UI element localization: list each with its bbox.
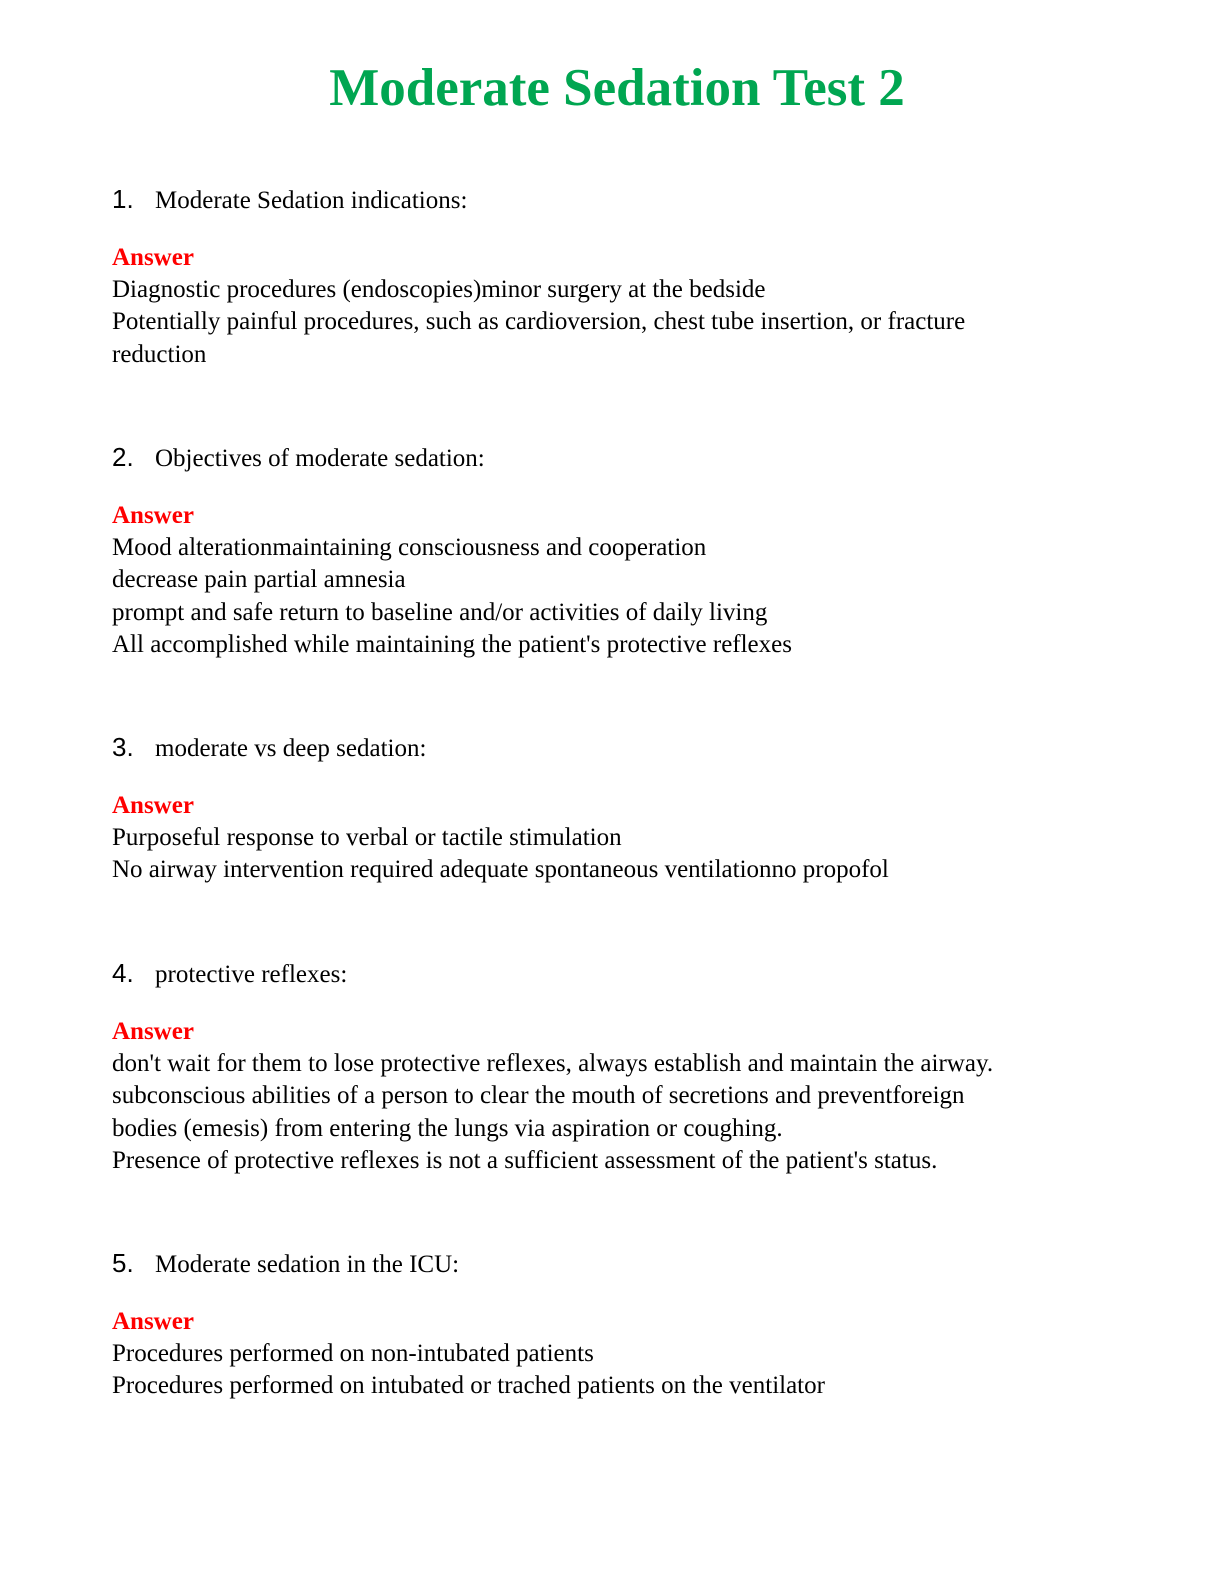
answer-line: Mood alterationmaintaining consciousness and cooperation: [112, 534, 707, 561]
answer-line: don't wait for them to lose protective reflexes, always establish and maintain the airway.: [112, 1050, 994, 1077]
answer-line: Potentially painful procedures, such as cardioversion, chest tube insertion, or fracture: [112, 308, 966, 336]
question-number: 4.: [112, 958, 134, 988]
question-block-2: [112, 441, 1112, 661]
answer-label: Answer: [112, 1018, 194, 1045]
answer-line: No airway intervention required adequate spontaneous ventilationno propofol: [112, 856, 889, 884]
question-block-3: [112, 731, 1112, 887]
answer-label: Answer: [112, 502, 194, 529]
answer-label: Answer: [112, 1308, 194, 1335]
question-number: 1.: [112, 184, 134, 214]
answer-line: Purposeful response to verbal or tactile stimulation: [112, 824, 622, 851]
answer-line: Presence of protective reflexes is not a sufficient assessment of the patient's status.: [112, 1146, 938, 1174]
question-block-5: [112, 1247, 1112, 1403]
answer-label: Answer: [112, 244, 194, 271]
question-5: [112, 1247, 1112, 1279]
question-block-4: [112, 957, 1112, 1177]
answer-line: Procedures performed on intubated or trached patients on the ventilator: [112, 1372, 825, 1400]
question-1: [112, 183, 1112, 215]
answer-line: Procedures performed on non-intubated patients: [112, 1340, 594, 1367]
question-number: 2.: [112, 442, 134, 472]
answer-line: prompt and safe return to baseline and/or activities of daily living: [112, 598, 768, 626]
question-number: 5.: [112, 1248, 134, 1278]
question-text: Moderate sedation in the ICU:: [155, 1251, 460, 1278]
question-text: moderate vs deep sedation:: [155, 735, 427, 762]
question-text: protective reflexes:: [155, 961, 348, 988]
answer-line: decrease pain partial amnesia: [112, 566, 406, 594]
question-text: Objectives of moderate sedation:: [155, 445, 485, 472]
question-4: [112, 957, 1112, 989]
answer-line: Diagnostic procedures (endoscopies)minor surgery at the bedside: [112, 276, 766, 303]
answer-line: bodies (emesis) from entering the lungs via aspiration or coughing.: [112, 1114, 783, 1142]
question-2: [112, 441, 1112, 473]
question-number: 3.: [112, 732, 134, 762]
answer-label: Answer: [112, 792, 194, 819]
question-text: Moderate Sedation indications:: [155, 187, 468, 214]
page-title: Moderate Sedation Test 2: [329, 59, 905, 117]
question-block-1: [112, 183, 1112, 371]
answer-line: All accomplished while maintaining the patient's protective reflexes: [112, 630, 792, 658]
answer-line: subconscious abilities of a person to clear the mouth of secretions and preventforeign: [112, 1082, 965, 1110]
question-3: [112, 731, 1112, 763]
answer-line: reduction: [112, 340, 207, 368]
